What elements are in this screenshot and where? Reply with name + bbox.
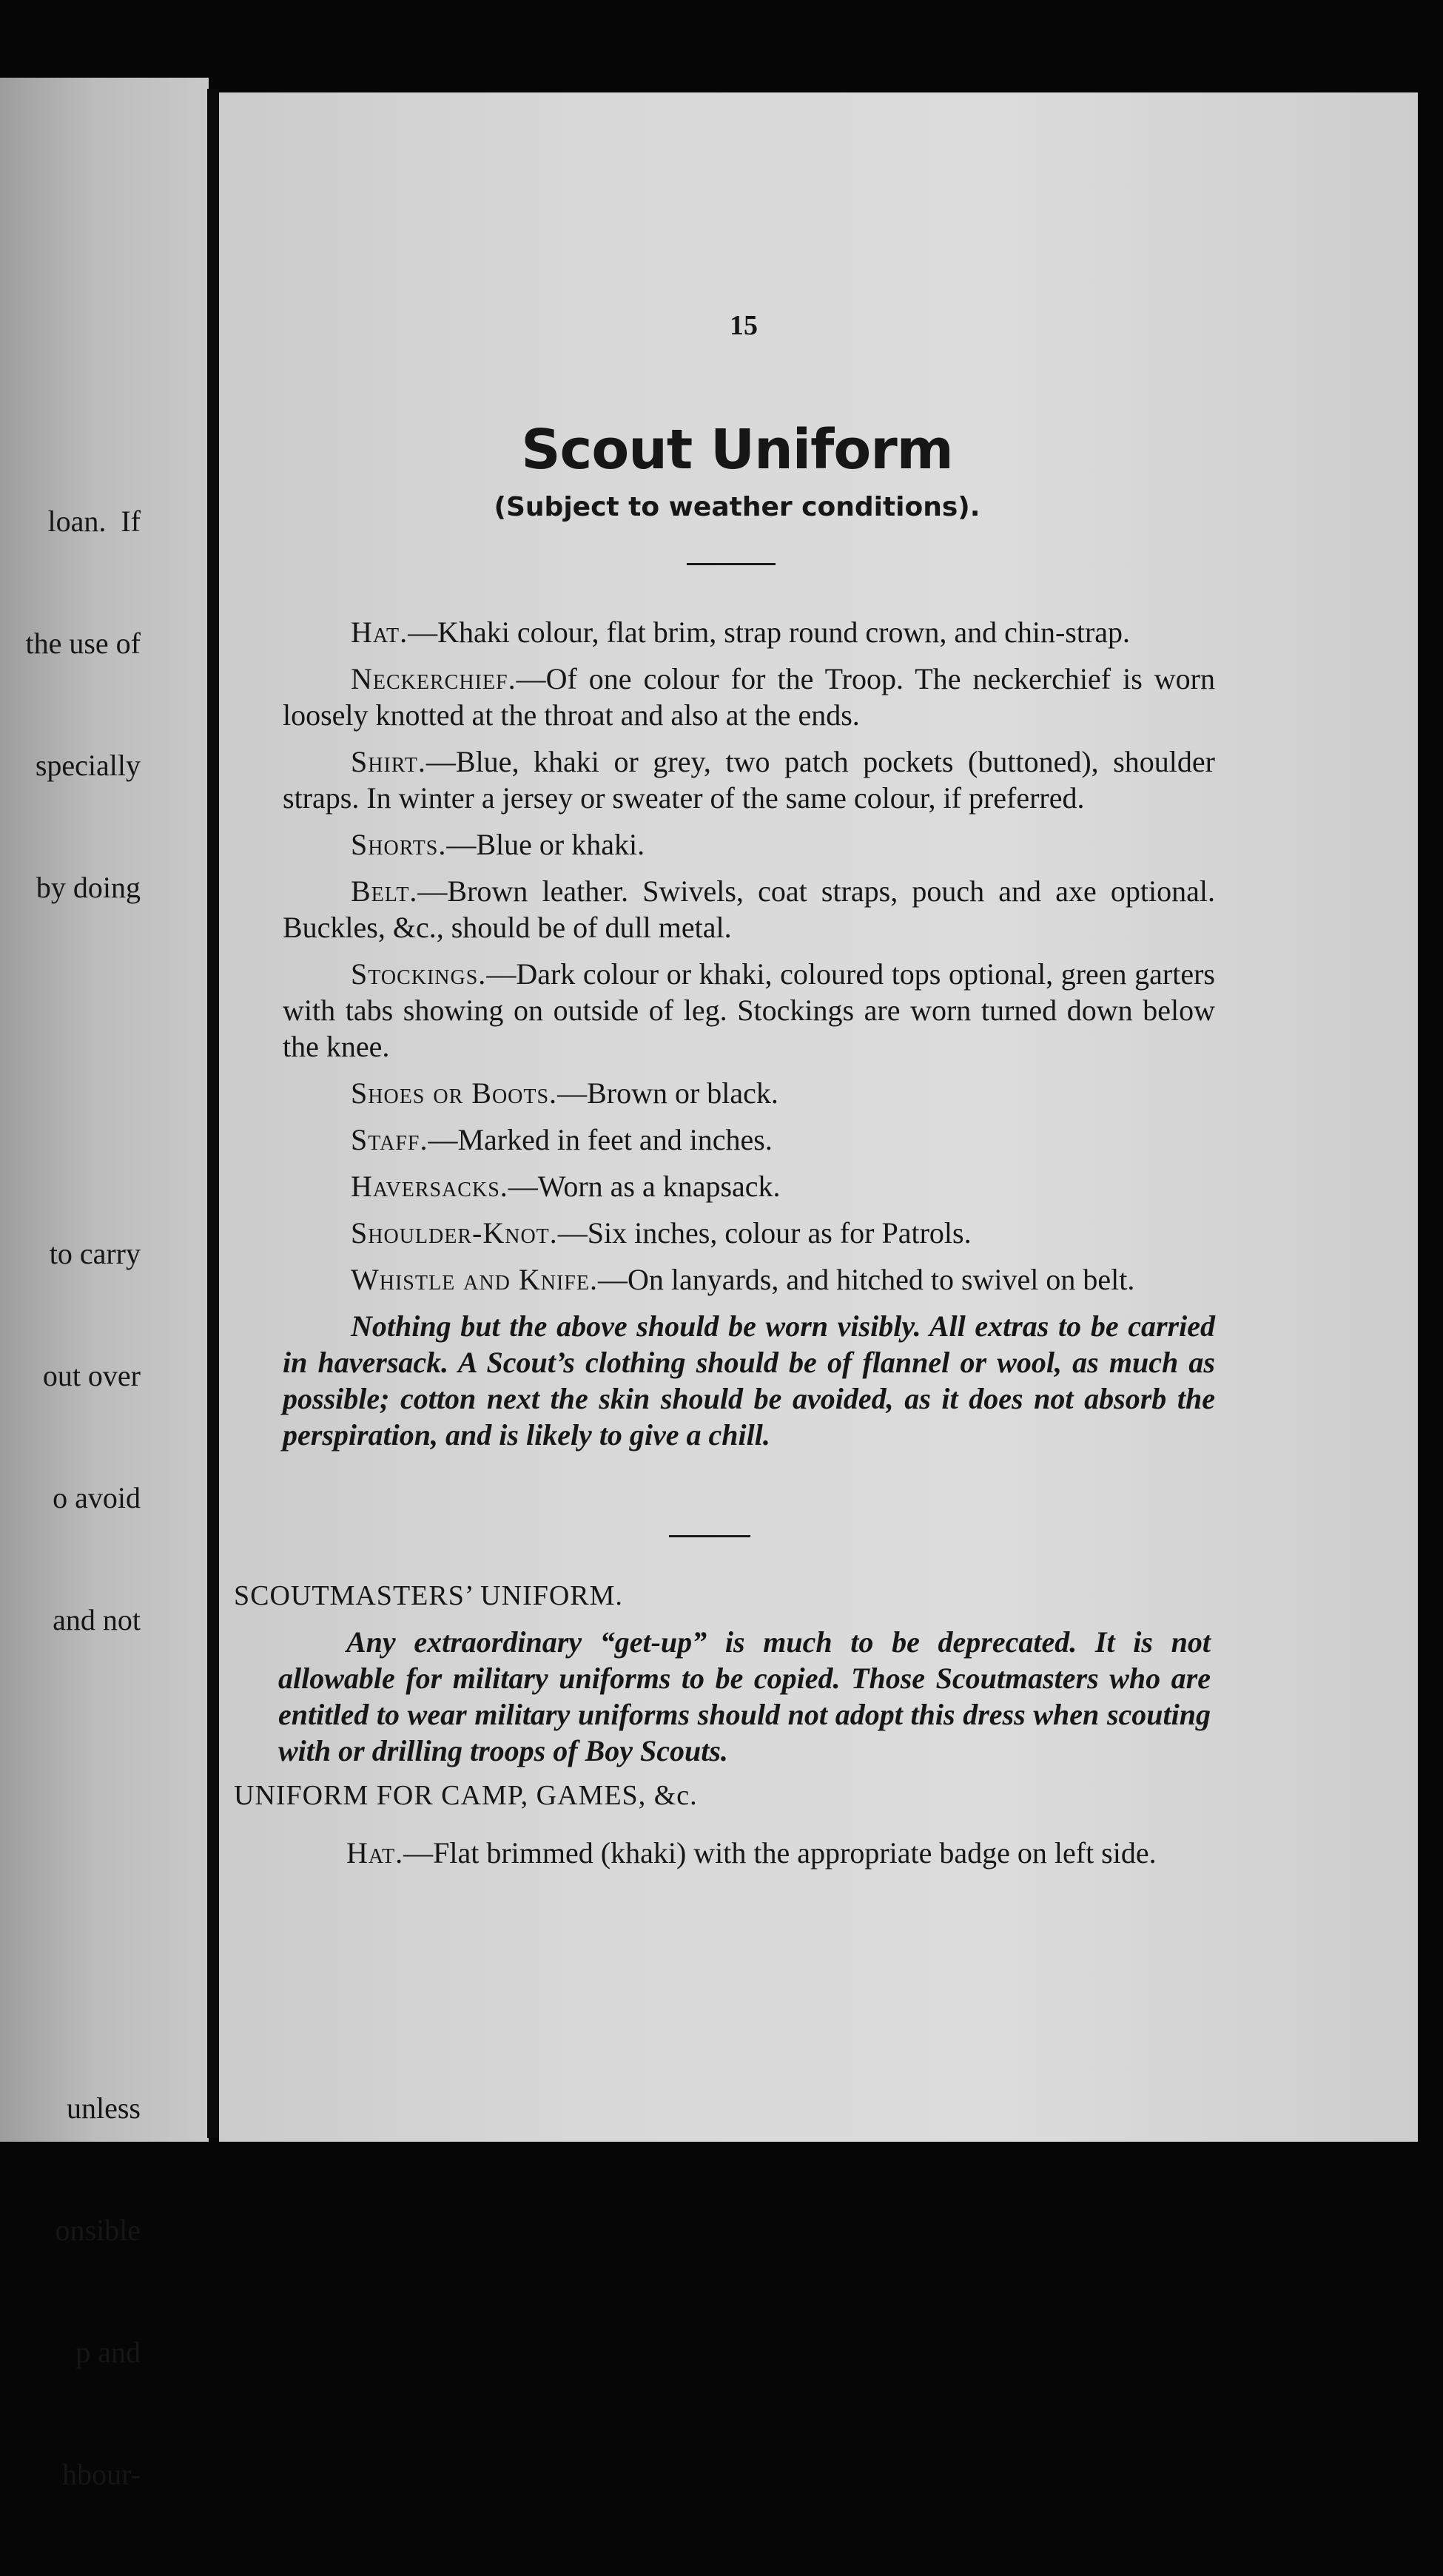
list-item: [283, 1168, 1215, 1204]
item-text: —Flat brimmed (khaki) with the appropriate badge on left side.: [403, 1836, 1157, 1869]
divider: [687, 563, 776, 565]
uniform-list: [283, 614, 1215, 1463]
item-text: —Brown or black.: [557, 1076, 778, 1110]
item-text: —Dark colour or khaki, coloured tops optional, green garters with tabs showing on outside of leg. Stockings are worn turned down below the knee.: [283, 957, 1215, 1063]
page-number: 15: [730, 310, 758, 341]
item-term: Whistle and Knife.: [351, 1263, 598, 1296]
item-term: Haversacks.: [351, 1170, 508, 1203]
left-line: unless: [67, 2091, 141, 2125]
scoutmasters-section: [278, 1624, 1211, 1769]
left-line: p and: [75, 2336, 141, 2369]
left-line: specially: [35, 749, 141, 782]
list-item: [283, 1261, 1215, 1298]
item-text: —Of one colour for the Troop. The neckerchief is worn loosely knotted at the throat and also at the ends.: [283, 662, 1215, 732]
left-line: loan. If: [47, 505, 141, 538]
item-text: —Khaki colour, flat brim, strap round crown, and chin-strap.: [408, 616, 1131, 649]
item-term: Belt.: [351, 874, 418, 908]
left-page-text: [25, 419, 141, 2576]
item-term: Shorts.: [351, 828, 447, 861]
list-item: [283, 1075, 1215, 1111]
camp-uniform-heading: UNIFORM FOR CAMP, GAMES, &c.: [234, 1780, 698, 1811]
list-item: [283, 826, 1215, 863]
camp-uniform-section: [278, 1835, 1203, 1871]
item-text: —On lanyards, and hitched to swivel on belt.: [597, 1263, 1135, 1296]
divider: [669, 1535, 750, 1537]
list-item: [283, 1215, 1215, 1251]
left-line: [25, 1722, 141, 1762]
item-term: Hat.: [351, 616, 408, 649]
page-subtitle: (Subject to weather conditions).: [494, 492, 980, 522]
left-line: [25, 1966, 141, 2006]
item-text: —Blue or khaki.: [446, 828, 645, 861]
page-title: Scout Uniform: [521, 418, 953, 482]
item-text: —Blue, khaki or grey, two patch pockets (buttoned), shoulder straps. In winter a jersey or sweater of the same colour, if preferred.: [283, 745, 1215, 815]
item-term: Staff.: [351, 1123, 428, 1156]
left-line: o avoid: [53, 1481, 141, 1514]
item-term: Shoulder-Knot.: [351, 1216, 558, 1250]
left-facing-page: [0, 78, 209, 2491]
item-text: —Brown leather. Swivels, coat straps, pouch and axe optional. Buckles, &c., should be of dull metal.: [283, 874, 1215, 944]
book-spine: [207, 89, 219, 2138]
list-item: [283, 873, 1215, 945]
item-term: Neckerchief.: [351, 662, 517, 695]
item-term: Shoes or Boots.: [351, 1076, 558, 1110]
scoutmasters-heading: SCOUTMASTERS’ UNIFORM.: [234, 1580, 623, 1611]
list-item: [283, 614, 1215, 650]
list-item: [278, 1835, 1203, 1871]
left-line: [25, 1844, 141, 1884]
left-line: [25, 989, 141, 1030]
item-term: Hat.: [346, 1836, 404, 1869]
item-text: —Marked in feet and inches.: [428, 1123, 773, 1156]
item-term: Shirt.: [351, 745, 426, 778]
left-line: onsible: [55, 2213, 141, 2247]
left-line: hbour-: [62, 2458, 141, 2491]
left-line: the use of: [25, 627, 141, 660]
scoutmasters-text: Any extraordinary “get-up” is much to be deprecated. It is not allowable for military uniforms to be copied. Those Scoutmasters who are entitled to wear military uniforms should not adopt this dress when scouting with or drilling troops of Boy Scouts.: [278, 1625, 1211, 1767]
list-item: [283, 1122, 1215, 1158]
left-line: by doing: [36, 871, 141, 904]
list-item: [283, 744, 1215, 816]
right-page: [219, 92, 1418, 2142]
uniform-note: Nothing but the above should be worn visibly. All extras to be carried in haversack. A Scout’s clothing should be of flannel or wool, as much as possible; cotton next the skin should be avoided, as it does not absorb the perspiration, and is likely to give a chill.: [283, 1309, 1215, 1451]
list-item: [283, 956, 1215, 1065]
left-line: out over: [42, 1359, 141, 1392]
left-line: to carry: [49, 1237, 141, 1270]
left-line: and not: [53, 1603, 141, 1636]
item-text: —Worn as a knapsack.: [508, 1170, 781, 1203]
left-line: [25, 1111, 141, 1152]
item-term: Stockings.: [351, 957, 487, 991]
item-text: —Six inches, colour as for Patrols.: [557, 1216, 972, 1250]
list-item: [283, 661, 1215, 733]
